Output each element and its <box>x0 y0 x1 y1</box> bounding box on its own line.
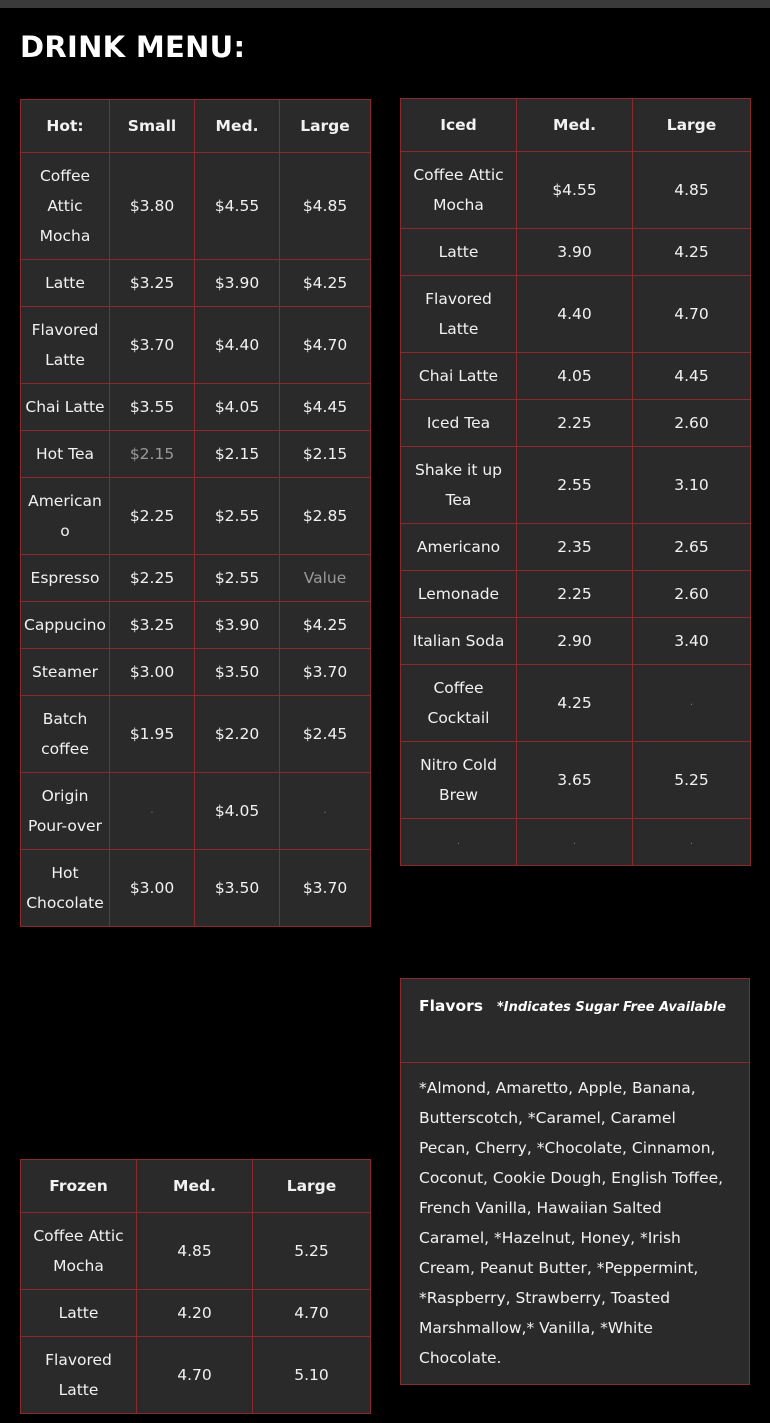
iced-large-cell: . <box>633 665 751 742</box>
iced-name-cell: Iced Tea <box>401 400 517 447</box>
hot-med-cell: $4.05 <box>195 384 280 431</box>
hot-med-cell: $2.55 <box>195 555 280 602</box>
iced-row <box>401 665 751 742</box>
hot-name-cell: Flavored Latte <box>21 307 110 384</box>
hot-large-cell: $2.15 <box>280 431 371 478</box>
hot-row <box>21 153 371 260</box>
frozen-large-cell: 5.25 <box>253 1213 371 1290</box>
iced-med-cell: . <box>517 819 633 866</box>
iced-med-cell: $4.55 <box>517 152 633 229</box>
hot-drinks-table <box>20 99 371 927</box>
iced-row <box>401 447 751 524</box>
hot-large-cell: $2.45 <box>280 696 371 773</box>
hot-row <box>21 773 371 850</box>
frozen-row <box>21 1337 371 1414</box>
hot-row <box>21 384 371 431</box>
frozen-med-cell: 4.20 <box>137 1290 253 1337</box>
iced-med-cell: 2.25 <box>517 571 633 618</box>
iced-header-med: Med. <box>517 99 633 152</box>
hot-large-cell: $3.70 <box>280 850 371 927</box>
hot-med-cell: $4.55 <box>195 153 280 260</box>
hot-small-cell: $3.25 <box>110 260 195 307</box>
iced-large-cell: 2.60 <box>633 400 751 447</box>
hot-name-cell: Steamer <box>21 649 110 696</box>
hot-med-cell: $4.40 <box>195 307 280 384</box>
iced-large-cell: 3.10 <box>633 447 751 524</box>
frozen-name-cell: Coffee Attic Mocha <box>21 1213 137 1290</box>
hot-large-cell: $4.25 <box>280 260 371 307</box>
hot-row <box>21 696 371 773</box>
hot-large-cell: $2.85 <box>280 478 371 555</box>
hot-small-cell: $1.95 <box>110 696 195 773</box>
flavors-heading: Flavors <box>419 997 483 1015</box>
frozen-header-med: Med. <box>137 1160 253 1213</box>
iced-drinks-table <box>400 98 751 866</box>
iced-name-cell: Coffee Attic Mocha <box>401 152 517 229</box>
frozen-name-cell: Flavored Latte <box>21 1337 137 1414</box>
frozen-drinks-table <box>20 1159 371 1414</box>
iced-large-cell: 4.70 <box>633 276 751 353</box>
hot-row <box>21 478 371 555</box>
iced-name-cell: Lemonade <box>401 571 517 618</box>
hot-large-cell: $4.45 <box>280 384 371 431</box>
iced-large-cell: 4.45 <box>633 353 751 400</box>
frozen-row <box>21 1213 371 1290</box>
hot-header-small: Small <box>110 100 195 153</box>
hot-small-cell: $3.70 <box>110 307 195 384</box>
frozen-header-row <box>21 1160 371 1213</box>
iced-large-cell: 3.40 <box>633 618 751 665</box>
hot-row <box>21 307 371 384</box>
flavors-box <box>400 978 750 1385</box>
iced-large-cell: 4.85 <box>633 152 751 229</box>
page-title: DRINK MENU: <box>20 30 246 64</box>
iced-header-row <box>401 99 751 152</box>
iced-row <box>401 400 751 447</box>
iced-name-cell: Chai Latte <box>401 353 517 400</box>
iced-large-cell: . <box>633 819 751 866</box>
flavors-list: *Almond, Amaretto, Apple, Banana, Butterscotch, *Caramel, Caramel Pecan, Cherry, *Chocolate, Cinnamon, Coconut, Cookie Dough, English Toffee, French Vanilla, Hawaiian Salted Caramel, *Hazelnut, Honey, *Irish Cream, Peanut Butter, *Peppermint, *Raspberry, Strawberry, Toasted Marshmallow,* Vanilla, *White Chocolate. <box>419 1079 724 1367</box>
iced-name-cell: Coffee Cocktail <box>401 665 517 742</box>
iced-row <box>401 571 751 618</box>
hot-small-cell: $3.80 <box>110 153 195 260</box>
iced-header-large: Large <box>633 99 751 152</box>
hot-row <box>21 850 371 927</box>
hot-large-cell: $4.25 <box>280 602 371 649</box>
hot-name-cell: Chai Latte <box>21 384 110 431</box>
hot-name-cell: Espresso <box>21 555 110 602</box>
iced-row <box>401 524 751 571</box>
iced-med-cell: 4.25 <box>517 665 633 742</box>
frozen-med-cell: 4.85 <box>137 1213 253 1290</box>
hot-med-cell: $3.90 <box>195 260 280 307</box>
sugar-free-note: *Indicates Sugar Free Available <box>496 1000 726 1015</box>
hot-row <box>21 602 371 649</box>
iced-med-cell: 3.65 <box>517 742 633 819</box>
hot-med-cell: $3.90 <box>195 602 280 649</box>
iced-med-cell: 2.25 <box>517 400 633 447</box>
frozen-large-cell: 4.70 <box>253 1290 371 1337</box>
hot-large-cell: $4.70 <box>280 307 371 384</box>
hot-header-large: Large <box>280 100 371 153</box>
hot-small-cell: $2.25 <box>110 478 195 555</box>
iced-row <box>401 152 751 229</box>
iced-med-cell: 2.90 <box>517 618 633 665</box>
iced-large-cell: 5.25 <box>633 742 751 819</box>
hot-small-cell: $3.55 <box>110 384 195 431</box>
iced-med-cell: 2.35 <box>517 524 633 571</box>
iced-name-cell: Shake it up Tea <box>401 447 517 524</box>
iced-med-cell: 3.90 <box>517 229 633 276</box>
hot-name-cell: Batch coffee <box>21 696 110 773</box>
iced-large-cell: 4.25 <box>633 229 751 276</box>
iced-med-cell: 4.40 <box>517 276 633 353</box>
top-bar <box>0 0 770 8</box>
hot-name-cell: Latte <box>21 260 110 307</box>
hot-row <box>21 431 371 478</box>
iced-name-cell: . <box>401 819 517 866</box>
hot-med-cell: $2.55 <box>195 478 280 555</box>
hot-name-cell: Origin Pour-over <box>21 773 110 850</box>
frozen-header-large: Large <box>253 1160 371 1213</box>
hot-header-category: Hot: <box>21 100 110 153</box>
hot-small-cell: $3.00 <box>110 850 195 927</box>
iced-med-cell: 4.05 <box>517 353 633 400</box>
hot-small-cell: $3.00 <box>110 649 195 696</box>
hot-header-med: Med. <box>195 100 280 153</box>
hot-row <box>21 649 371 696</box>
hot-med-cell: $2.20 <box>195 696 280 773</box>
frozen-name-cell: Latte <box>21 1290 137 1337</box>
hot-small-cell: . <box>110 773 195 850</box>
hot-name-cell: Cappucino <box>21 602 110 649</box>
frozen-large-cell: 5.10 <box>253 1337 371 1414</box>
iced-row <box>401 742 751 819</box>
hot-row <box>21 555 371 602</box>
hot-small-cell: $3.25 <box>110 602 195 649</box>
frozen-header-category: Frozen <box>21 1160 137 1213</box>
iced-name-cell: Americano <box>401 524 517 571</box>
hot-med-cell: $3.50 <box>195 649 280 696</box>
hot-row <box>21 260 371 307</box>
hot-small-cell: $2.15 <box>110 431 195 478</box>
iced-row <box>401 819 751 866</box>
iced-name-cell: Latte <box>401 229 517 276</box>
hot-small-cell: $2.25 <box>110 555 195 602</box>
hot-name-cell: Americano <box>21 478 110 555</box>
iced-name-cell: Nitro Cold Brew <box>401 742 517 819</box>
hot-name-cell: Hot Chocolate <box>21 850 110 927</box>
hot-name-cell: Hot Tea <box>21 431 110 478</box>
frozen-med-cell: 4.70 <box>137 1337 253 1414</box>
frozen-row <box>21 1290 371 1337</box>
iced-header-category: Iced <box>401 99 517 152</box>
hot-med-cell: $2.15 <box>195 431 280 478</box>
flavors-header <box>401 979 749 1063</box>
iced-row <box>401 353 751 400</box>
iced-row <box>401 276 751 353</box>
iced-large-cell: 2.60 <box>633 571 751 618</box>
hot-header-row <box>21 100 371 153</box>
hot-med-cell: $3.50 <box>195 850 280 927</box>
iced-large-cell: 2.65 <box>633 524 751 571</box>
hot-name-cell: Coffee Attic Mocha <box>21 153 110 260</box>
iced-row <box>401 618 751 665</box>
iced-med-cell: 2.55 <box>517 447 633 524</box>
iced-name-cell: Italian Soda <box>401 618 517 665</box>
hot-med-cell: $4.05 <box>195 773 280 850</box>
hot-large-cell: $4.85 <box>280 153 371 260</box>
hot-large-cell: Value <box>280 555 371 602</box>
hot-large-cell: . <box>280 773 371 850</box>
hot-large-cell: $3.70 <box>280 649 371 696</box>
iced-row <box>401 229 751 276</box>
iced-name-cell: Flavored Latte <box>401 276 517 353</box>
